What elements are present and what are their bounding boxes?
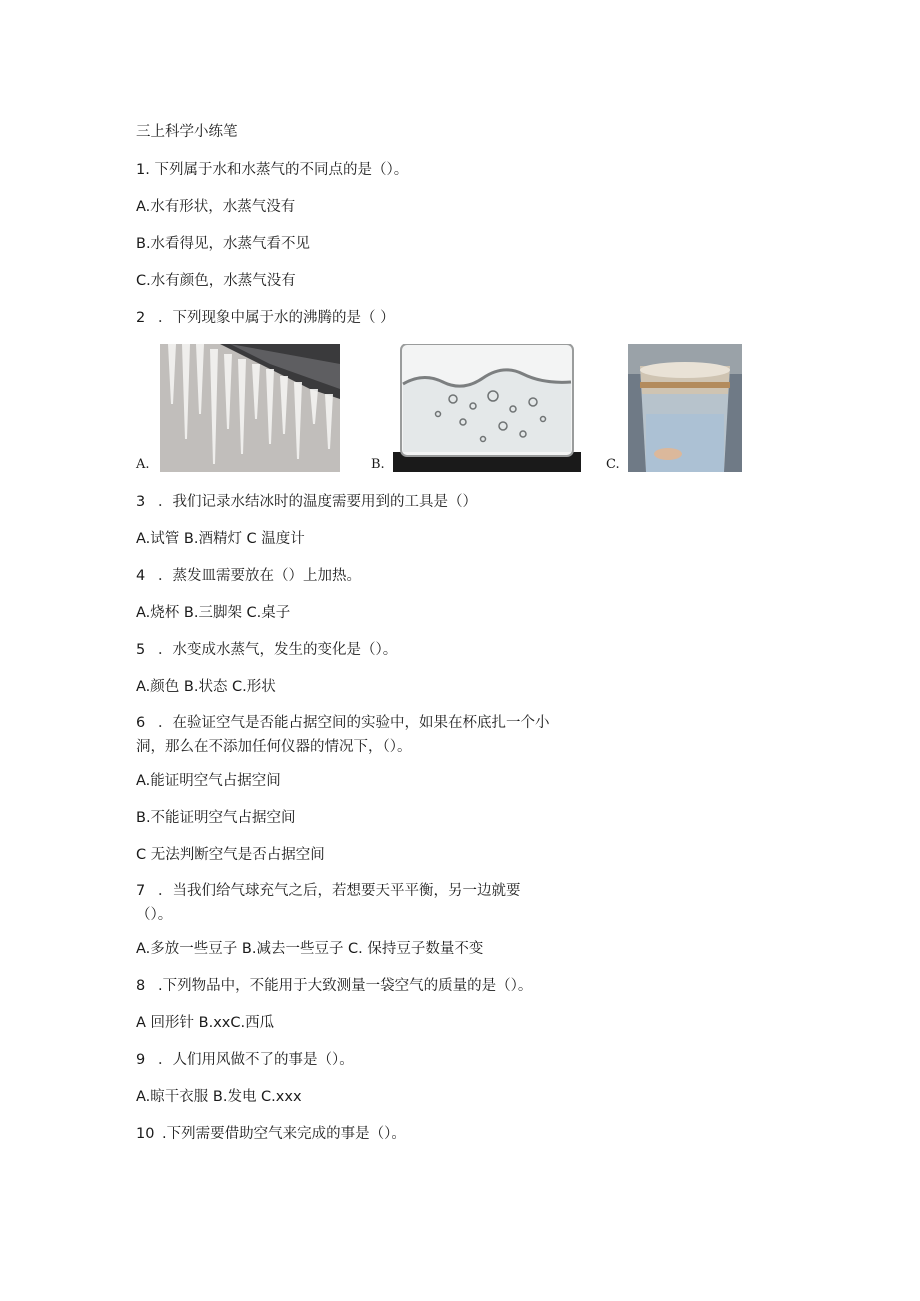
- question-number: 2: [136, 310, 146, 326]
- option-9: A.晾干衣服 B.发电 C.xxx: [136, 1089, 302, 1105]
- question-text: ．蒸发皿需要放在（）上加热。: [158, 568, 361, 584]
- question-3: [136, 492, 477, 512]
- question-1: [136, 160, 408, 180]
- question-text: .下列需要借助空气来完成的事是（）。: [162, 1126, 406, 1142]
- question-text: ．在验证空气是否能占据空间的实验中，如果在杯底扎一个小洞，那么在不添加任何仪器的情况下，（）。: [136, 715, 550, 755]
- glass-cup-image: [628, 344, 742, 472]
- question-number: 7: [136, 883, 146, 899]
- option-6a: A.能证明空气占据空间: [136, 773, 281, 789]
- question-text: . 下列属于水和水蒸气的不同点的是（）。: [145, 162, 409, 178]
- question-10: [136, 1124, 406, 1144]
- image-label-b: B.: [371, 457, 385, 472]
- question-number: 5: [136, 642, 146, 658]
- question-2: [136, 308, 395, 328]
- question-text: .下列物品中，不能用于大致测量一袋空气的质量的是（）。: [158, 978, 533, 994]
- image-label-c: C.: [606, 457, 620, 472]
- question-text: ．当我们给气球充气之后，若想要天平平衡，另一边就要（）。: [136, 883, 521, 923]
- question-8: [136, 976, 532, 996]
- page-title: 三上科学小练笔: [136, 124, 238, 140]
- question-text: ．我们记录水结冰时的温度需要用到的工具是（）: [158, 494, 477, 510]
- option-8: A 回形针 B.xxC.西瓜: [136, 1015, 275, 1031]
- option-5: A.颜色 B.状态 C.形状: [136, 679, 276, 695]
- question-4: [136, 566, 361, 586]
- question-text: ．水变成水蒸气，发生的变化是（）。: [158, 642, 398, 658]
- question-6: [136, 711, 576, 759]
- question-text: ．人们用风做不了的事是（）。: [158, 1052, 354, 1068]
- question-number: 9: [136, 1052, 146, 1068]
- option-1b: B.水看得见，水蒸气看不见: [136, 236, 311, 252]
- option-6b: B.不能证明空气占据空间: [136, 810, 296, 826]
- option-7: A.多放一些豆子 B.减去一些豆子 C. 保持豆子数量不变: [136, 941, 484, 957]
- question-number: 4: [136, 568, 146, 584]
- question-9: [136, 1050, 354, 1070]
- option-1a: A.水有形状，水蒸气没有: [136, 199, 296, 215]
- option-3: A.试管 B.酒精灯 C 温度计: [136, 531, 305, 547]
- question-number: 3: [136, 494, 146, 510]
- question-7: [136, 879, 546, 927]
- question-5: [136, 640, 397, 660]
- question-number: 8: [136, 978, 146, 994]
- question-number: 6: [136, 715, 146, 731]
- option-4: A.烧杯 B.三脚架 C.桌子: [136, 605, 291, 621]
- icicles-image: [160, 344, 340, 472]
- question-text: ．下列现象中属于水的沸腾的是（ ）: [158, 310, 395, 326]
- question-number: 1: [136, 162, 146, 178]
- question-number: 10: [136, 1126, 155, 1142]
- image-label-a: A.: [136, 457, 150, 472]
- option-6c: C 无法判断空气是否占据空间: [136, 847, 325, 863]
- boiling-water-image: [393, 344, 581, 472]
- option-1c: C.水有颜色，水蒸气没有: [136, 273, 296, 289]
